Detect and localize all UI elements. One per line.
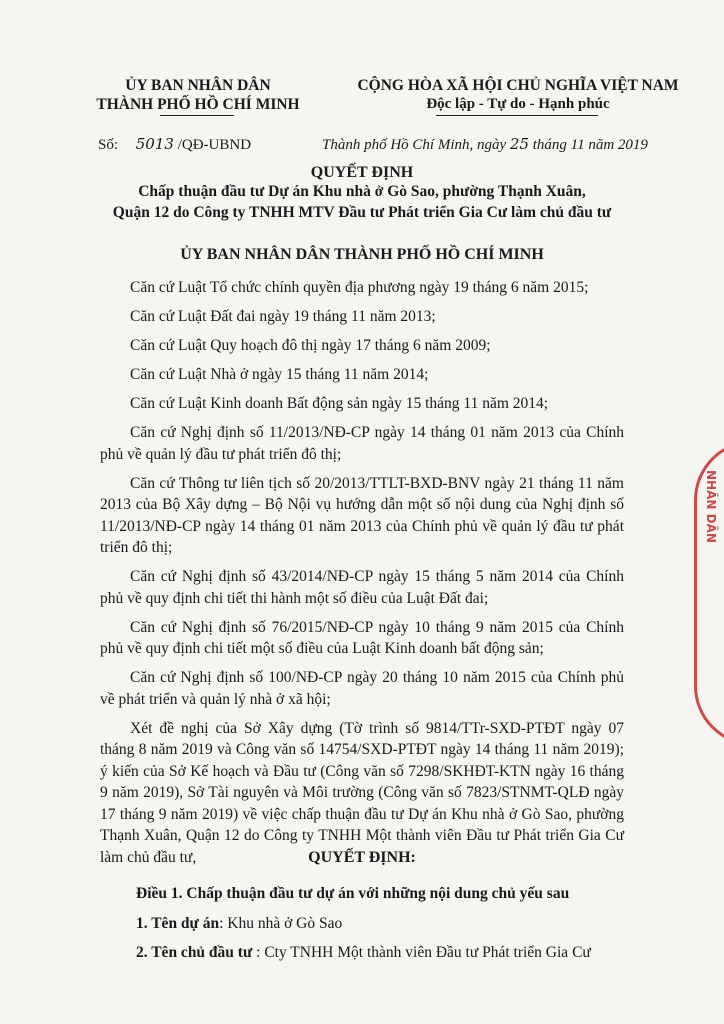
number-suffix: /QĐ-UBND <box>177 137 252 153</box>
paragraph: Căn cứ Nghị định số 100/NĐ-CP ngày 20 tháng 10 năm 2015 của Chính phủ về phát triển và quản lý nhà ở xã hội; <box>100 669 624 708</box>
paragraph: Căn cứ Luật Kinh doanh Bất động sản ngày 15 tháng 11 năm 2014; <box>130 395 549 412</box>
document-date <box>322 135 648 154</box>
date-prefix: Thành phố Hồ Chí Minh, ngày <box>322 137 507 153</box>
paragraph: Căn cứ Luật Đất đai ngày 19 tháng 11 năm 2013; <box>130 308 436 325</box>
paragraph: Xét đề nghị của Sở Xây dựng (Tờ trình số 9814/TTr-SXD-PTĐT ngày 07 tháng 8 năm 2019 và Công văn số 14754/SXD-PTĐT ngày 14 tháng 11 năm 2019); ý kiến của Sở Kế hoạch và Đầu tư (Công văn số 7298/SKHĐT-KTN ngày 16 tháng 9 năm 2019), Sở Tài nguyên và Môi trường (Công văn số 7823/STNMT-QLĐ ngày 17 tháng 9 năm 2019) về việc chấp thuận đầu tư Dự án Khu nhà ở Gò Sao, phường Thạnh Xuân, Quận 12 do Công ty TNHH Một thành viên Đầu tư Phát triển Gia Cư làm chủ đầu tư, <box>100 719 624 866</box>
decision-heading: QUYẾT ĐỊNH: <box>308 849 416 866</box>
motto-underline <box>436 115 598 116</box>
item-label: 1. Tên dự án <box>136 915 220 932</box>
agency-underline <box>160 115 234 116</box>
item-investor-name <box>136 944 591 962</box>
decision-subject-line-2: Quận 12 do Công ty TNHH MTV Đầu tư Phát triển Gia Cư làm chủ đầu tư <box>112 204 612 221</box>
decision-title: QUYẾT ĐỊNH <box>310 164 414 181</box>
handwritten-number: 5013 <box>135 135 174 153</box>
paragraph: Căn cứ Nghị định số 11/2013/NĐ-CP ngày 14 tháng 01 năm 2013 của Chính phủ về quản lý đầu tư phát triển đô thị; <box>100 424 624 463</box>
document-number <box>98 135 251 154</box>
item-label: 2. Tên chủ đầu tư <box>136 944 253 961</box>
agency-header <box>78 76 318 114</box>
agency-line-2: THÀNH PHỐ HỒ CHÍ MINH <box>96 96 300 113</box>
number-label: Số: <box>98 137 119 153</box>
article-1: Điều 1. Chấp thuận đầu tư dự án với những nội dung chủ yếu sau <box>136 885 570 902</box>
paragraph: Căn cứ Luật Tổ chức chính quyền địa phương ngày 19 tháng 6 năm 2015; <box>130 279 589 296</box>
preamble <box>100 277 624 876</box>
paragraph: Căn cứ Luật Quy hoạch đô thị ngày 17 tháng 6 năm 2009; <box>130 337 491 354</box>
national-motto: Độc lập - Tự do - Hạnh phúc <box>426 96 610 112</box>
issuing-authority: ỦY BAN NHÂN DÂN THÀNH PHỐ HỒ CHÍ MINH <box>180 246 544 263</box>
paragraph: Căn cứ Luật Nhà ở ngày 15 tháng 11 năm 2014; <box>130 366 429 383</box>
date-suffix: tháng 11 năm 2019 <box>532 137 648 153</box>
decision-subject-line-1: Chấp thuận đầu tư Dự án Khu nhà ở Gò Sao, phường Thạnh Xuân, <box>138 183 586 200</box>
agency-line-1: ỦY BAN NHÂN DÂN <box>125 77 271 94</box>
item-value: : Khu nhà ở Gò Sao <box>219 915 343 932</box>
paragraph: Căn cứ Nghị định số 76/2015/NĐ-CP ngày 10 tháng 9 năm 2015 của Chính phủ về quy định chi tiết một số điều của Luật Kinh doanh bất động sản; <box>100 618 624 657</box>
country-name: CỘNG HÒA XÃ HỘI CHỦ NGHĨA VIỆT NAM <box>357 77 679 94</box>
item-project-name <box>136 915 342 933</box>
paragraph: Căn cứ Nghị định số 43/2014/NĐ-CP ngày 15 tháng 5 năm 2014 của Chính phủ về quy định chi tiết thi hành một số điều của Luật Đất đai; <box>100 568 624 607</box>
item-value: : Cty TNHH Một thành viên Đầu tư Phát triển Gia Cư <box>252 944 591 961</box>
stamp-text: NHÂN DÂN <box>704 470 718 543</box>
paragraph: Căn cứ Thông tư liên tịch số 20/2013/TTLT-BXD-BNV ngày 21 tháng 11 năm 2013 của Bộ Xây dựng – Bộ Nội vụ hướng dẫn một số nội dung của Nghị định số 11/2013/NĐ-CP ngày 14 tháng 01 năm 2013 của Chính phủ về quản lý đầu tư phát triển đô thị; <box>100 474 624 556</box>
handwritten-day: 25 <box>509 135 530 153</box>
country-header <box>318 76 718 114</box>
